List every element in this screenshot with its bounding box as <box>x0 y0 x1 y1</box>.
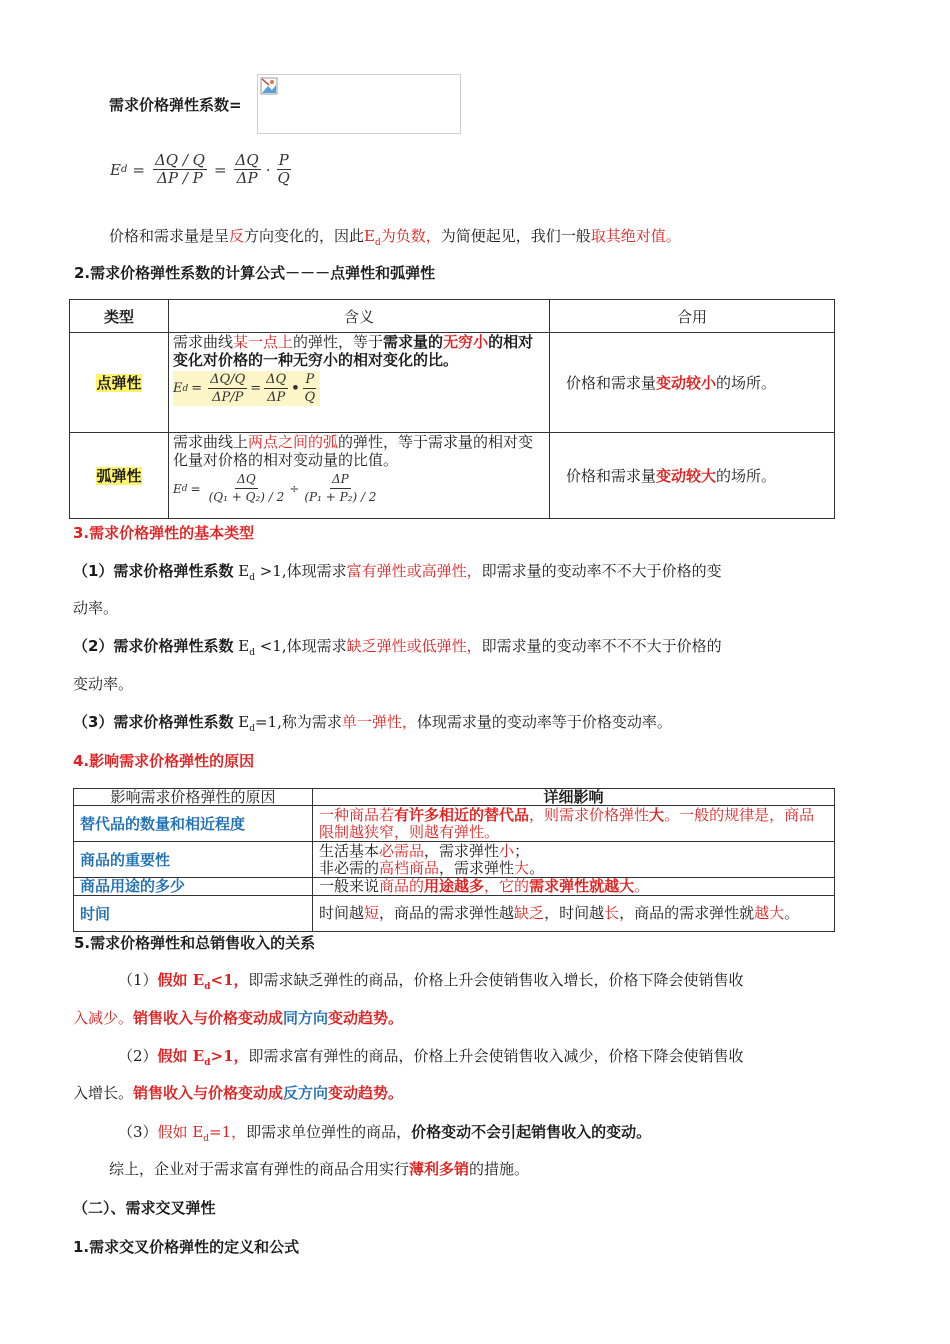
cause-substitutes: 替代品的数量和相近程度 <box>74 806 313 842</box>
point-elasticity-usage: 价格和需求量变动较小的场所。 <box>550 333 835 433</box>
table-row-substitutes <box>74 806 835 842</box>
revenue-case-1: （1）假如 $E_d<1$，即需求缺乏弹性的商品，价格上升会使销售收入增长，价格下降会使销售收 <box>118 971 744 992</box>
table-row-point-elasticity <box>70 333 835 433</box>
section-2-title: 2.需求价格弹性系数的计算公式－－－点弹性和弧弹性 <box>74 264 436 282</box>
table-row-time <box>74 896 835 932</box>
revenue-case-3: （3）假如 $E_d=1$，即需求单位弹性的商品，价格变动不会引起销售收入的变动。 <box>118 1123 652 1144</box>
elasticity-formula: E d = $\frac{\Delta Q / Q}{\Delta P / P}$ = $\frac{\Delta Q}{\Delta P}$ · $\frac{P}{Q}$ <box>110 151 290 187</box>
arc-elasticity-usage: 价格和需求量变动较大的场所。 <box>550 433 835 519</box>
type-2-line-cont: 变动率。 <box>73 675 134 693</box>
table-row-uses <box>74 878 835 896</box>
table-row-arc-elasticity <box>70 433 835 519</box>
detail-importance: 生活基本必需品，需求弹性小； 非必需的高档商品，需求弹性大。 <box>313 842 835 878</box>
revenue-case-1-cont: 入减少。销售收入与价格变动成同方向变动趋势。 <box>73 1009 404 1027</box>
intro-paragraph: 价格和需求量是呈反方向变化的，因此$E_d$为负数，为简便起见，我们一般取其绝对值。 <box>109 227 681 248</box>
cause-importance: 商品的重要性 <box>74 842 313 878</box>
type-1-line: （1）需求价格弹性系数 $E_d >1$,体现需求富有弹性或高弹性，即需求量的变动率不不大于价格的变 <box>73 562 722 583</box>
influence-factors-table <box>73 788 835 932</box>
col-header-cause: 影响需求价格弹性的原因 <box>74 789 313 806</box>
type-1-line-cont: 动率。 <box>73 599 119 617</box>
cause-time: 时间 <box>74 896 313 932</box>
type-2-line: （2）需求价格弹性系数 $E_d <1$,体现需求缺乏弹性或低弹性，即需求量的变动率不不不大于价格的 <box>73 637 722 658</box>
col-header-detail: 详细影响 <box>313 789 835 806</box>
elasticity-types-table <box>69 299 835 519</box>
arc-elasticity-formula: E d = $\frac{\Delta Q}{\text{(Q₁ + Q₂) / 2}}$ ÷ $\frac{\Delta P}{\text{(P₁ + P₂) / 2}}$ <box>173 472 377 504</box>
revenue-case-2-cont: 入增长。销售收入与价格变动成反方向变动趋势。 <box>73 1084 404 1102</box>
point-elasticity-label: 点弹性 <box>96 374 142 392</box>
col-header-meaning: 含义 <box>169 300 550 333</box>
detail-time: 时间越短，商品的需求弹性越缺乏，时间越长，商品的需求弹性就越大。 <box>313 896 835 932</box>
cross-elasticity-subtitle: 1.需求交叉价格弹性的定义和公式 <box>73 1238 300 1256</box>
cause-uses: 商品用途的多少 <box>74 878 313 896</box>
detail-uses: 一般来说商品的用途越多，它的需求弹性就越大。 <box>313 878 835 896</box>
arc-elasticity-label: 弧弹性 <box>96 467 142 485</box>
col-header-type: 类型 <box>70 300 169 333</box>
summary-line: 综上，企业对于需求富有弹性的商品合用实行薄利多销的措施。 <box>109 1160 530 1178</box>
broken-image-placeholder <box>257 74 461 134</box>
point-elasticity-formula: E d = $\frac{\Delta Q/Q}{\Delta P/P}$ = $\frac{\Delta Q}{\Delta P}$ • $\frac{P}{Q}$ <box>173 371 320 406</box>
cross-elasticity-title: （二）、需求交叉弹性 <box>73 1199 216 1217</box>
elasticity-coefficient-label: 需求价格弹性系数= <box>109 96 242 114</box>
table-row-importance <box>74 842 835 878</box>
revenue-case-2: （2）假如 $E_d>1$，即需求富有弹性的商品，价格上升会使销售收入减少，价格下降会使销售收 <box>118 1047 744 1068</box>
detail-substitutes: 一种商品若有许多相近的替代品，则需求价格弹性大。一般的规律是，商品限制越狭窄，则越有弹性。 <box>313 806 835 842</box>
section-4-title: 4.影响需求价格弹性的原因 <box>73 752 255 770</box>
section-3-title: 3.需求价格弹性的基本类型 <box>73 524 255 542</box>
type-3-line: （3）需求价格弹性系数 $E_d=1$,称为需求单一弹性，体现需求量的变动率等于价格变动率。 <box>73 713 672 734</box>
section-5-title: 5.需求价格弹性和总销售收入的关系 <box>74 934 316 952</box>
col-header-usage: 合用 <box>550 300 835 333</box>
broken-image-icon <box>260 77 278 95</box>
point-elasticity-meaning: 需求曲线某一点上的弹性，等于需求量的无穷小的相对变化对价格的一种无穷小的相对变化的比。 E d = $\frac{\Delta Q/Q}{\Delta P/P}$ = $\frac{\Delta Q}{\Delta P}$ • $\frac{P}{Q}$ <box>169 333 550 433</box>
arc-elasticity-meaning: 需求曲线上两点之间的弧的弹性，等于需求量的相对变化量对价格的相对变动量的比值。 E d = $\frac{\Delta Q}{\text{(Q₁ + Q₂) / 2}}$ ÷ $\frac{\Delta P}{\text{(P₁ + P₂) / 2}}$ <box>169 433 550 519</box>
